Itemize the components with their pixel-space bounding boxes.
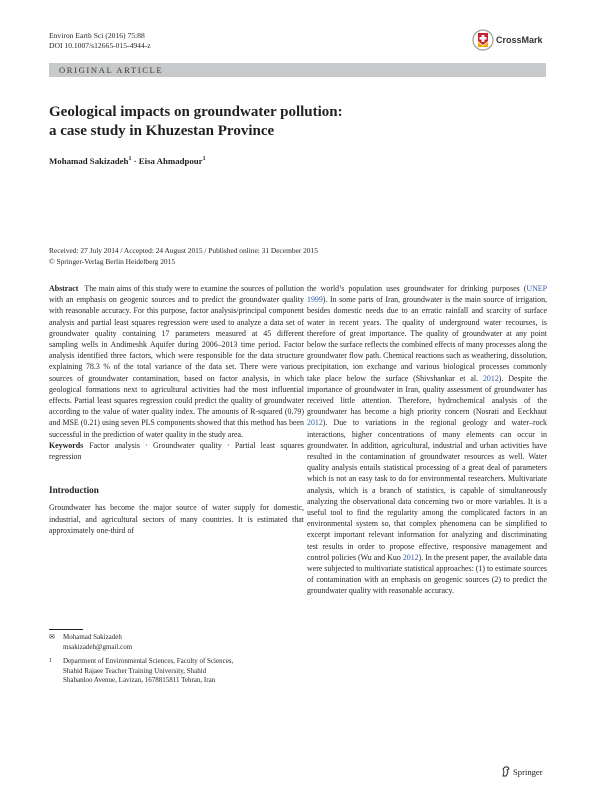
- footnote-rule: [49, 629, 83, 630]
- doi[interactable]: DOI 10.1007/s12665-015-4944-z: [49, 41, 151, 50]
- citation-link[interactable]: 2012: [307, 418, 323, 428]
- section-label: ORIGINAL ARTICLE: [59, 65, 164, 75]
- introduction-heading: Introduction: [49, 485, 99, 496]
- copyright-line: © Springer-Verlag Berlin Heidelberg 2015: [49, 256, 176, 266]
- affiliation-line-1: Department of Environmental Sciences, Faculty of Sciences,: [63, 657, 234, 665]
- publication-dates: [49, 246, 318, 267]
- author-1-affiliation: 1: [128, 156, 132, 163]
- right-column: [307, 283, 547, 597]
- article-title: [49, 103, 469, 141]
- text-segment: ). Despite the importance of groundwater in Iran, quality assessment of groundwater has received little attention. Therefore, hydrochemical analysis of the groundwater has become a high priority concern (Nosrati and Eeckhaut: [307, 373, 547, 417]
- springer-label: Springer: [513, 766, 543, 777]
- affiliation-line-2: Shahid Rajaee Teacher Training University, Shahid: [63, 666, 207, 675]
- citation-link[interactable]: 2012: [402, 552, 419, 562]
- crossmark-badge[interactable]: [472, 29, 543, 51]
- text-segment: the world’s population uses groundwater for drinking purposes (: [307, 284, 527, 293]
- author-2[interactable]: Eisa Ahmadpour: [138, 156, 203, 166]
- citation-link[interactable]: UNEP 1999: [307, 284, 547, 305]
- author-2-affiliation: 1: [202, 156, 206, 163]
- author-list: [49, 156, 206, 166]
- introduction-continued: [307, 283, 547, 597]
- introduction-text: Groundwater has become the major source of water supply for domestic, industrial, and agricultural sectors of many countries. It is estimated that approximately one-third of: [49, 503, 304, 535]
- dates-line: Received: 27 July 2014 / Accepted: 24 August 2015 / Published online: 31 December 2015: [49, 246, 318, 255]
- section-label-bar: [49, 63, 546, 77]
- springer-horse-icon: [501, 766, 511, 777]
- affiliation: [49, 657, 319, 687]
- affiliation-mark: 1: [49, 658, 52, 664]
- citation-link[interactable]: 2012: [482, 373, 499, 383]
- keywords-label: Keywords: [49, 440, 84, 450]
- corresponding-author: [49, 633, 319, 653]
- crossmark-icon: [472, 29, 494, 51]
- abstract: [49, 283, 304, 440]
- crossmark-label: CrossMark: [496, 35, 543, 45]
- text-segment: ). Due to variations in the regional geology and water–rock interactions, higher concentrations of many elements can occur in groundwater. In addition, agricultural, industrial and urban activities have resulted in the contamination of groundwater resources as well. Water quality analysis entails statistical processing of a great deal of parameters which is not an easy task to do for environmental researchers. Multivariate analysis, which is a branch of statistics, is capable of simultaneously analyzing the observational data concerning two or more variables. It is a useful tool to find the regularity among the complicated factors in an environmental system so, that complex phenomena can be simplified to excerpt important relevant information for analyzing and discriminating test results in order to propose effective, responsive management and control policies (Wu and Kuo: [307, 418, 547, 562]
- left-column: [49, 283, 304, 536]
- affiliation-line-3: Shabanloo Avenue, Lavizan, 1678815811 Tehran, Iran: [63, 676, 216, 685]
- corresponding-name: Mohamad Sakizadeh: [63, 633, 122, 641]
- title-line-2: a case study in Khuzestan Province: [49, 123, 275, 139]
- springer-logo: [501, 766, 543, 777]
- text-segment: ). In the present paper, the available data were subjected to multivariate statistical approaches: (1) to estimate sources of contamination with an emphasis on geogenic sources (2) to predict the groundwater quality with reasonable accuracy.: [307, 552, 547, 596]
- corresponding-email[interactable]: msakizadeh@gmail.com: [63, 642, 133, 651]
- keywords-text: Factor analysis · Groundwater quality · Partial least squares regression: [49, 440, 304, 462]
- journal-reference: Environ Earth Sci (2016) 75:88: [49, 31, 145, 40]
- abstract-label: Abstract: [49, 284, 79, 293]
- abstract-text: The main aims of this study were to examine the sources of pollution with an emphasis on geogenic sources and to predict the groundwater quality with reasonable accuracy. For this purpose, factor analysis/principal component analysis and partial least squares regression were used to analyze a data set of groundwater quality containing 17 parameters measured at 45 different sampling wells in Andimeshk Aquifer during 2006–2013 time period. Factor analysis identified three factors, which were responsible for the data structure explaining 78.3 % of the total variance of the data set. There were various sources of groundwater contamination, based on factor analysis, in which geological formations next to agricultural activities had the most influential effects. Partial least squares regression could predict the quality of groundwater according to the value of water quality index. The amounts of R-squared (0.79) and MSE (0.21) using seven PLS components showed that this method has been successful in the prediction of water quality in the study area.: [49, 284, 304, 439]
- text-segment: ). In some parts of Iran, groundwater is the main source of irrigation, besides domestic needs due to an erratic rainfall and scarcity of surface water in recent years. The quality of underground water recourses, is therefore of great importance. The quality of groundwater at any point below the surface reflects the combined effects of many processes along the groundwater flow path. Chemical reactions such as weathering, dissolution, precipitation, ion exchange and various biological processes commonly take place below the surface (Shivshankar et al.: [307, 295, 547, 383]
- title-line-1: Geological impacts on groundwater pollution:: [49, 104, 343, 120]
- author-separator: ·: [131, 156, 139, 166]
- author-1[interactable]: Mohamad Sakizadeh: [49, 156, 129, 166]
- keywords: [49, 440, 304, 462]
- mail-icon: ✉: [49, 633, 55, 641]
